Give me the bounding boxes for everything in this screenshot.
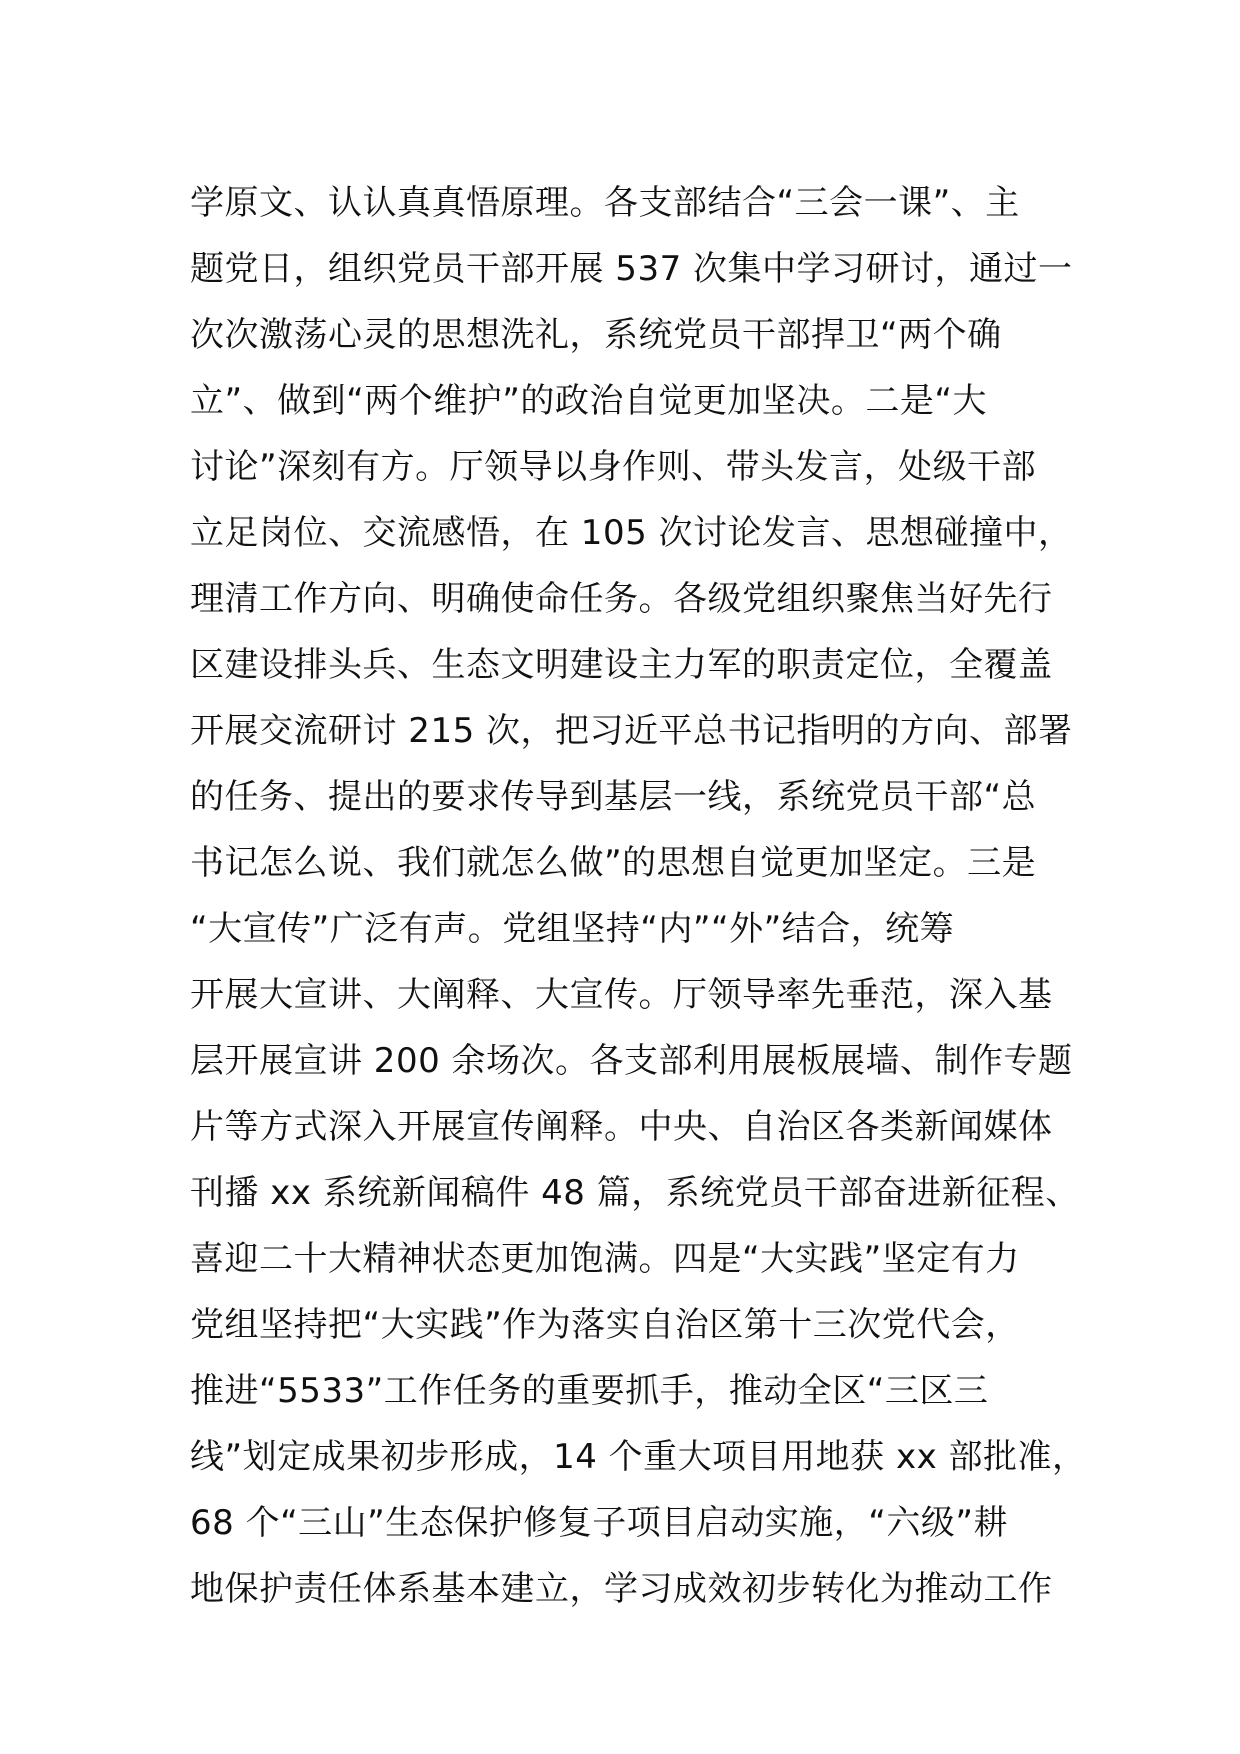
text-line-21: 68 个“三山”生态保护修复子项目启动实施，“六级”耕 <box>190 1503 1009 1543</box>
text-line-1: 学原文、认认真真悟原理。各支部结合“三会一课”、主 <box>190 183 1020 223</box>
text-line-6: 立足岗位、交流感悟，在 105 次讨论发言、思想碰撞中， <box>190 513 1073 553</box>
text-line-7: 理清工作方向、明确使命任务。各级党组织聚焦当好先行 <box>190 579 1053 619</box>
text-line-14: 层开展宣讲 200 余场次。各支部利用展板展墙、制作专题 <box>190 1041 1073 1081</box>
text-line-13: 开展大宣讲、大阐释、大宣传。厅领导率先垂范，深入基 <box>190 975 1053 1015</box>
text-line-22: 地保护责任体系基本建立，学习成效初步转化为推动工作 <box>190 1569 1053 1609</box>
text-line-11: 书记怎么说、我们就怎么做”的思想自觉更加坚定。三是 <box>190 843 1037 883</box>
body-paragraph <box>190 170 1090 1622</box>
text-line-12: “大宣传”广泛有声。党组坚持“内”“外”结合，统筹 <box>190 909 955 949</box>
text-line-19: 推进“5533”工作任务的重要抓手，推动全区“三区三 <box>190 1371 989 1411</box>
text-line-10: 的任务、提出的要求传导到基层一线，系统党员干部“总 <box>190 777 1037 817</box>
text-line-17: 喜迎二十大精神状态更加饱满。四是“大实践”坚定有力 <box>190 1239 1020 1279</box>
text-line-16: 刊播 xx 系统新闻稿件 48 篇，系统党员干部奋进新征程、 <box>190 1173 1080 1213</box>
text-line-20: 线”划定成果初步形成，14 个重大项目用地获 xx 部批准， <box>190 1437 1087 1477</box>
text-line-18: 党组坚持把“大实践”作为落实自治区第十三次党代会， <box>190 1305 1020 1345</box>
text-line-8: 区建设排头兵、生态文明建设主力军的职责定位，全覆盖 <box>190 645 1053 685</box>
text-line-3: 次次激荡心灵的思想洗礼，系统党员干部捍卫“两个确 <box>190 315 1002 355</box>
text-line-4: 立”、做到“两个维护”的政治自觉更加坚决。二是“大 <box>190 381 987 421</box>
text-line-2: 题党日，组织党员干部开展 537 次集中学习研讨，通过一 <box>190 249 1073 289</box>
text-line-9: 开展交流研讨 215 次，把习近平总书记指明的方向、部署 <box>190 711 1073 751</box>
text-line-5: 讨论”深刻有方。厅领导以身作则、带头发言，处级干部 <box>190 447 1037 487</box>
text-line-15: 片等方式深入开展宣传阐释。中央、自治区各类新闻媒体 <box>190 1107 1053 1147</box>
